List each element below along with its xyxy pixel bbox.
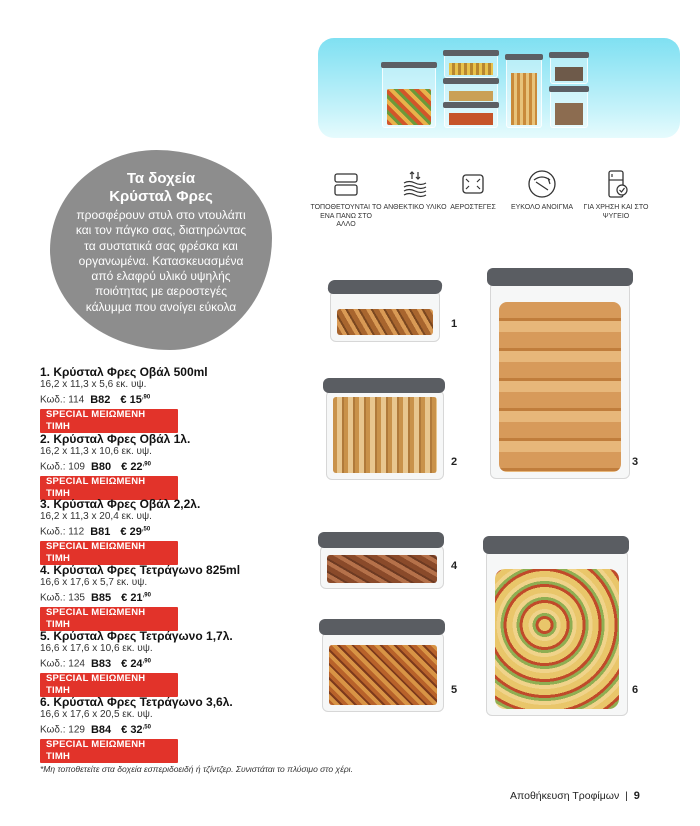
hero-jar: [444, 54, 498, 78]
product-name: 1. Κρύσταλ Φρες Οβάλ 500ml: [40, 365, 208, 379]
special-price-badge: SPECIAL ΜΕΙΩΜΕΝΗ ΤΙΜΗ: [40, 673, 178, 697]
special-price-badge: SPECIAL ΜΕΙΩΜΕΝΗ ΤΙΜΗ: [40, 739, 178, 763]
feature-fridge: ΓΙΑ ΧΡΗΣΗ ΚΑΙ ΣΤΟ ΨΥΓΕΙΟ: [580, 168, 652, 221]
product-code-line: Κωδ.: 124 B83 € $24^{,90}$: [40, 657, 151, 670]
hero-jar: [550, 90, 588, 128]
feature-easy-open: ΕΥΚΟΛΟ ΑΝΟΙΓΜΑ: [506, 168, 578, 213]
product-dimensions: 16,2 x 11,3 x 20,4 εκ. υψ.: [40, 511, 152, 522]
section-title: Αποθήκευση Τροφίμων: [510, 790, 620, 802]
product-image-3: [490, 282, 630, 479]
lid: [319, 619, 445, 635]
image-number-6: 6: [632, 684, 639, 696]
product-name: 5. Κρύσταλ Φρες Τετράγωνο 1,7λ.: [40, 629, 233, 643]
stackable-icon: [330, 168, 362, 200]
product-entry-5: [40, 629, 280, 698]
feature-durable: ΑΝΘΕΚΤΙΚΟ ΥΛΙΚΟ: [379, 168, 451, 213]
product-name: 2. Κρύσταλ Φρες Οβάλ 1λ.: [40, 432, 191, 446]
lid: [487, 268, 633, 286]
hero-jar: [444, 106, 498, 128]
product-name: 6. Κρύσταλ Φρες Τετράγωνο 3,6λ.: [40, 695, 233, 709]
feature-stackable: ΤΟΠΟΘΕΤΟΥΝΤΑΙ ΤΟ ΕΝΑ ΠΑΝΩ ΣΤΟ ΑΛΛΟ: [310, 168, 382, 230]
product-image-2: [326, 390, 444, 480]
image-number-3: 3: [632, 456, 639, 468]
product-image-5: [322, 632, 444, 712]
lid: [323, 378, 445, 393]
product-code-line: Κωδ.: 112 B81 € $29^{,50}$: [40, 525, 151, 538]
product-code-line: Κωδ.: 135 B85 € $21^{,90}$: [40, 591, 151, 604]
footnote: *Μη τοποθετείτε στα δοχεία εσπεριδοειδή ή τζίντζερ. Συνιστάται το πλύσιμο στο χέρι.: [40, 764, 353, 774]
special-price-badge: SPECIAL ΜΕΙΩΜΕΝΗ ΤΙΜΗ: [40, 541, 178, 565]
fridge-icon: [600, 168, 632, 200]
feature-airtight: ΑΕΡΟΣΤΕΓΕΣ: [437, 168, 509, 213]
product-dimensions: 16,6 x 17,6 x 5,7 εκ. υψ.: [40, 577, 148, 588]
hero-jar: [444, 82, 498, 104]
product-dimensions: 16,6 x 17,6 x 20,5 εκ. υψ.: [40, 709, 153, 720]
special-price-badge: SPECIAL ΜΕΙΩΜΕΝΗ ΤΙΜΗ: [40, 476, 178, 500]
hero-jar: [550, 56, 588, 84]
product-entry-6: [40, 695, 280, 764]
image-number-4: 4: [451, 560, 458, 572]
image-number-1: 1: [451, 318, 458, 330]
hero-product-photo: [318, 38, 680, 138]
product-entry-4: [40, 563, 280, 632]
lid: [318, 532, 444, 548]
footer-separator: |: [625, 790, 628, 802]
product-image-4: [320, 545, 444, 589]
easy-open-icon: [526, 168, 558, 200]
product-entry-2: [40, 432, 280, 501]
intro-description: προσφέρουν στυλ στο ντουλάπι και τον πάγκο σας, διατηρώντας τα συστατικά σας φρέσκα και οργανωμένα. Κατασκευασμένα από ελαφρύ υλικό υψηλής ποιότητας με αεροστεγές κάλυμμα που ανοίγει εύκολα: [75, 208, 247, 314]
product-entry-1: [40, 365, 280, 434]
lid: [327, 280, 442, 294]
product-entry-3: [40, 497, 280, 566]
lid: [483, 536, 629, 554]
intro-title: Τα δοχεία Κρύσταλ Φρες: [109, 170, 213, 205]
product-image-6: [486, 550, 628, 716]
image-number-2: 2: [451, 456, 458, 468]
product-name: 3. Κρύσταλ Φρες Οβάλ 2,2λ.: [40, 497, 201, 511]
page-footer: [510, 790, 640, 802]
special-price-badge: SPECIAL ΜΕΙΩΜΕΝΗ ΤΙΜΗ: [40, 607, 178, 631]
hero-jar: [382, 66, 436, 128]
product-image-1: [330, 290, 440, 342]
product-dimensions: 16,6 x 17,6 x 10,6 εκ. υψ.: [40, 643, 153, 654]
product-code-line: Κωδ.: 129 B84 € $32^{,50}$: [40, 723, 151, 736]
product-dimensions: 16,2 x 11,3 x 10,6 εκ. υψ.: [40, 446, 152, 457]
product-name: 4. Κρύσταλ Φρες Τετράγωνο 825ml: [40, 563, 241, 577]
product-code-line: Κωδ.: 114 B82 € $15^{,90}$: [40, 393, 151, 406]
image-number-5: 5: [451, 684, 458, 696]
product-code-line: Κωδ.: 109 B80 € $22^{,90}$: [40, 460, 151, 473]
hero-jar: [506, 58, 542, 128]
special-price-badge: SPECIAL ΜΕΙΩΜΕΝΗ ΤΙΜΗ: [40, 409, 178, 433]
airtight-icon: [457, 168, 489, 200]
page-number: 9: [633, 790, 640, 802]
product-dimensions: 16,2 x 11,3 x 5,6 εκ. υψ.: [40, 379, 147, 390]
durable-material-icon: [399, 168, 431, 200]
